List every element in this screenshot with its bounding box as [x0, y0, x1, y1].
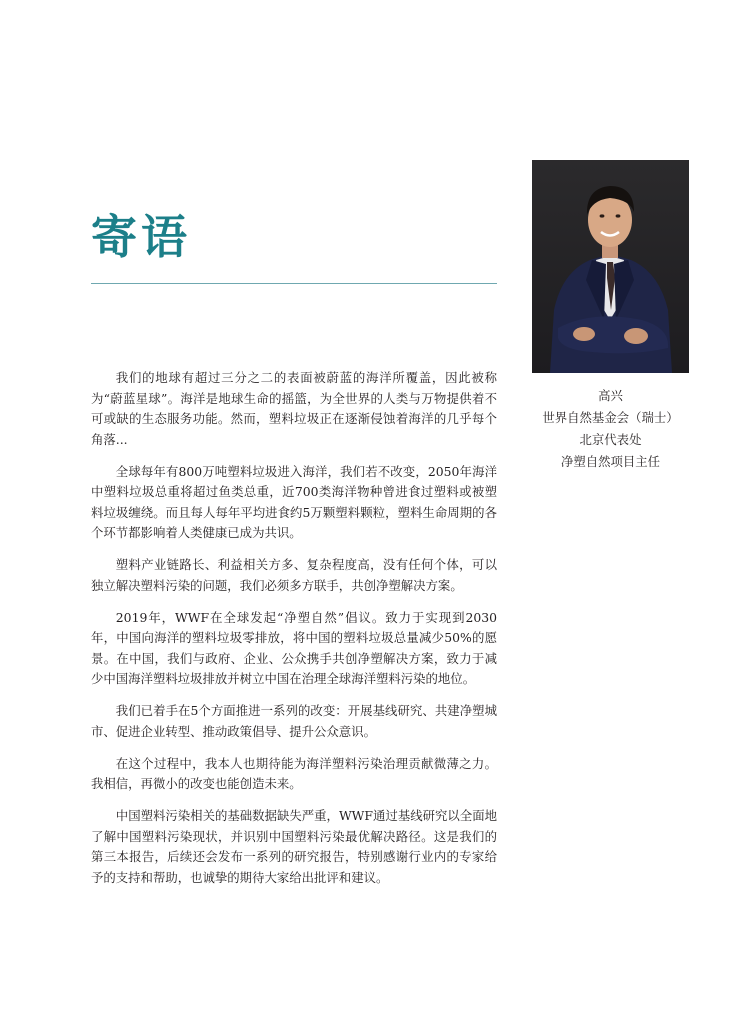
page-title: 寄语	[91, 210, 191, 264]
paragraph: 中国塑料污染相关的基础数据缺失严重，WWF通过基线研究以全面地了解中国塑料污染现状，并识别中国塑料污染最优解决路径。这是我们的第三本报告，后续还会发布一系列的研究报告，特别感谢行业内的专家给予的支持和帮助，也诚挚的期待大家给出批评和建议。	[91, 808, 497, 885]
title-divider	[91, 283, 497, 284]
office: 北京代表处	[579, 432, 642, 447]
portrait-photo	[532, 160, 689, 373]
paragraph: 我们已着手在5个方面推进一系列的改变：开展基线研究、共建净塑城市、促进企业转型、推动政策倡导、提升公众意识。	[91, 703, 497, 739]
paragraph: 塑料产业链路长、利益相关方多、复杂程度高，没有任何个体，可以独立解决塑料污染的问题，我们必须多方联手，共创净塑解决方案。	[91, 557, 497, 593]
organization: 世界自然基金会（瑞士）	[542, 410, 679, 425]
person-name: 高兴	[598, 388, 623, 403]
paragraph: 全球每年有800万吨塑料垃圾进入海洋，我们若不改变，2050年海洋中塑料垃圾总重将超过鱼类总重，近700类海洋物种曾进食过塑料或被塑料垃圾缠绕。而且每人每年平均进食约5万颗塑料颗粒，塑料生命周期的各个环节都影响着人类健康已成为共识。	[91, 463, 497, 540]
job-title: 净塑自然项目主任	[560, 454, 661, 469]
person-portrait-icon	[532, 160, 689, 373]
paragraph: 我们的地球有超过三分之二的表面被蔚蓝的海洋所覆盖，因此被称为“蔚蓝星球”。海洋是地球生命的摇篮，为全世界的人类与万物提供着不可或缺的生态服务功能。然而，塑料垃圾正在逐渐侵蚀着海洋的几乎每个角落...	[91, 370, 497, 447]
paragraph: 2019年，WWF在全球发起“净塑自然”倡议。致力于实现到2030年，中国向海洋的塑料垃圾零排放，将中国的塑料垃圾总量减少50%的愿景。在中国，我们与政府、企业、公众携手共创净塑解决方案，致力于减少中国海洋塑料垃圾排放并树立中国在治理全球海洋塑料污染的地位。	[91, 609, 497, 686]
portrait-caption	[518, 385, 703, 473]
foreword-body	[91, 368, 497, 900]
paragraph: 在这个过程中，我本人也期待能为海洋塑料污染治理贡献微薄之力。我相信，再微小的改变也能创造未来。	[91, 755, 497, 791]
